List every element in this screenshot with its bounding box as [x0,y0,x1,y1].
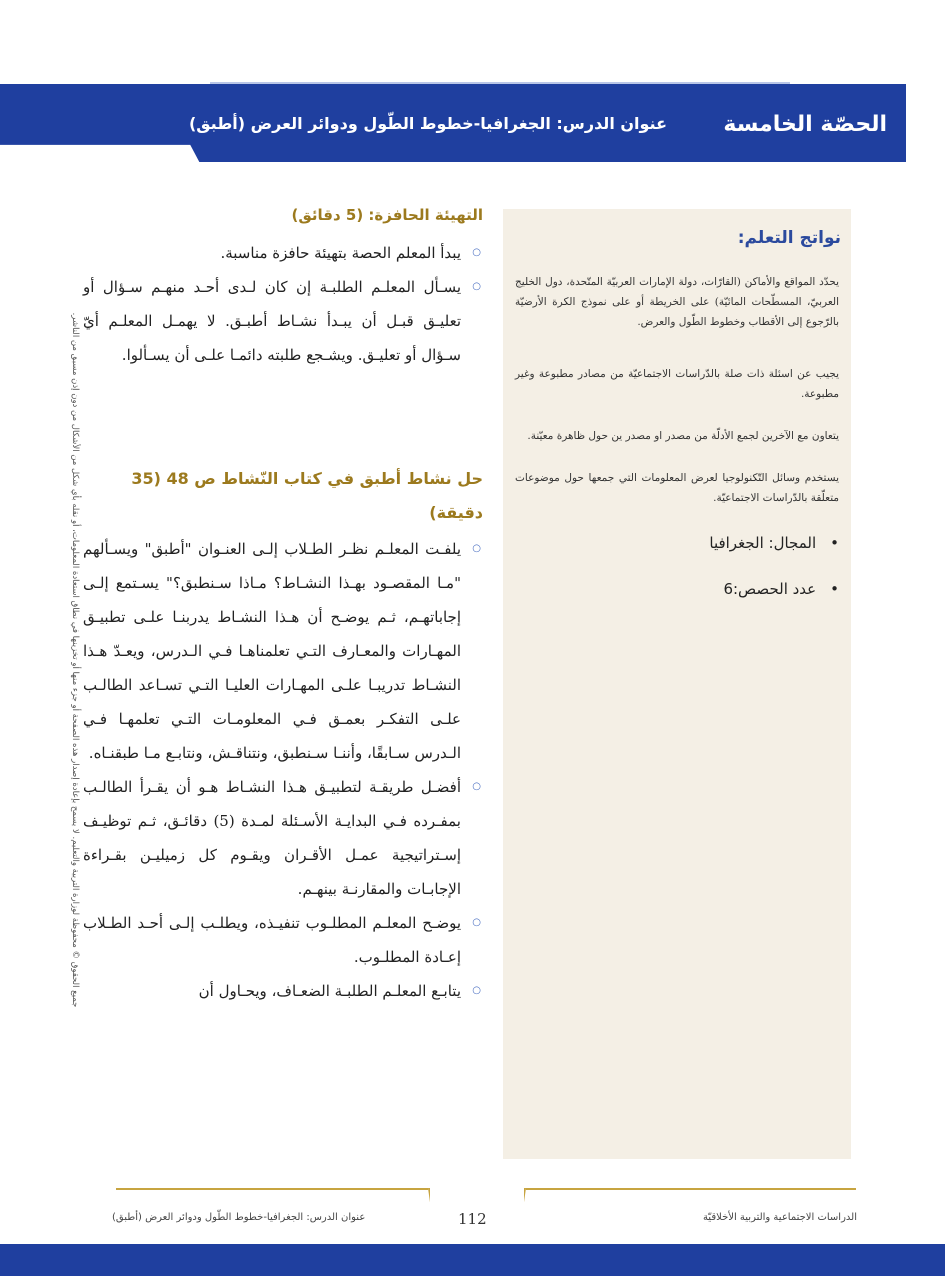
page-number: 112 [458,1210,487,1228]
warmup-list-wrap [83,236,483,372]
lesson-number: الحصّة الخامسة [723,112,887,137]
sessions-bullet [723,580,839,598]
warmup-heading: التهيئة الحافزة: (5 دقائق) [291,206,483,224]
list-item: ○ يبدأ المعلم الحصة بتهيئة حافزة مناسبة. [83,236,483,270]
sessions-text: عدد الحصص:6 [723,580,817,598]
warmup-list [83,236,483,372]
learning-outcomes-panel [503,209,851,1159]
outcome-item: يحدّد المواقع والأماكن (القارّات، دولة الإمارات العربيّة المتّحدة، دول الخليج العربيّ، المسطّحات المائيّة) على الخريطة أو على نموذج الكرة الأرضيّة بالرّجوع إلى الأقطاب وخطوط الطّول والعرض. [515,276,839,328]
list-item: ○ يسـأل المعلـم الطلبـة إن كان لـدى أحـد منهـم سـؤال أو تعليـق قبـل أن يبـدأ نشـاط أطبـق. لا يهمـل المعلـم أيّ سـؤال أو تعليـق. ويشـجع طلبته دائمـا علـى أن يسـألوا. [83,270,483,372]
copyright-notice: جميع الحقوق © محفوظة لوزارة التربية والتعليم. لا يسمح بإعادة إصدار هذه الصفحة أو جزء منها أو تخزينها في نطاق استعادة المعلومات، أو نقله بأي شكل من الأشكال من دون إذن مسبق من الناشر. [70,312,80,1008]
outcome-item: يجيب عن اسئلة ذات صلة بالدّراسات الاجتماعيّة من مصادر مطبوعة وغير مطبوعة. [515,368,839,400]
footer-subject: الدراسات الاجتماعية والتربية الأخلاقيّة [702,1212,857,1223]
outcomes-title: نواتج التعلم: [737,228,841,248]
footer-lesson-title: عنوان الدرس: الجغرافيا-خطوط الطّول ودوائر العرض (أطبق) [112,1212,366,1223]
activity-heading: حل نشاط أطبق في كتاب النّشاط ص 48 (35 دقيقة) [131,469,483,522]
list-item: ○ أفضـل طريقـة لتطبيـق هـذا النشـاط هـو أن يقـرأ الطالـب بمفـرده فـي البدايـة الأسـئلة لمـدة (5) دقائـق، ثـم توظيـف إسـتراتيجية عمـل الأقـران ويقـوم كل زميليـن بقـراءة الإجابـات والمقارنـة بينهـم. [83,770,483,906]
outcome-item: يستخدم وسائل التّكنولوجيا لعرض المعلومات التي جمعها حول موضوعات متعلّقة بالدّراسات الاجتماعيّة. [515,472,839,504]
domain-text: المجال: الجغرافيا [709,534,817,552]
list-item: ○ يوضـح المعلـم المطلـوب تنفيـذه، ويطلـب إلـى أحـد الطـلاب إعـادة المطلـوب. [83,906,483,974]
bottom-bar [0,1244,945,1276]
activity-list-wrap [83,532,483,1008]
activity-list [83,532,483,1008]
lesson-title: عنوان الدرس: الجغرافيا-خطوط الطّول ودوائر العرض (أطبق) [188,114,667,133]
outcome-item: يتعاون مع الآخرين لجمع الأدلّة من مصدر او مصدر ين حول ظاهرة معيّنة. [527,430,839,442]
domain-bullet [709,534,839,552]
list-item: ○ يتابـع المعلـم الطلبـة الضعـاف، ويحـاول أن [83,974,483,1008]
list-item: ○ يلفـت المعلـم نظـر الطـلاب إلـى العنـوان "أطبق" ويسـألهم "مـا المقصـود بهـذا النشـاط؟ مـاذا سـنطبق؟" يسـتمع إلـى إجاباتهـم، ثـم يوضـح أن هـذا النشـاط يدربنـا علـى تطبيـق المهـارات والمعـارف التـي تعلمناهـا فـي الـدرس، ويعـدّ هـذا النشـاط تدريبـا علـى المهـارات العليـا التـي تسـاعد الطالـب علـى التفكـر بعمـق فـي المعلومـات التـي تعلمهـا فـي الـدرس سـابقًا، وأننـا سـنطبق، ونتناقـش، ونتابـع مـا طبقنـاه. [83,532,483,770]
